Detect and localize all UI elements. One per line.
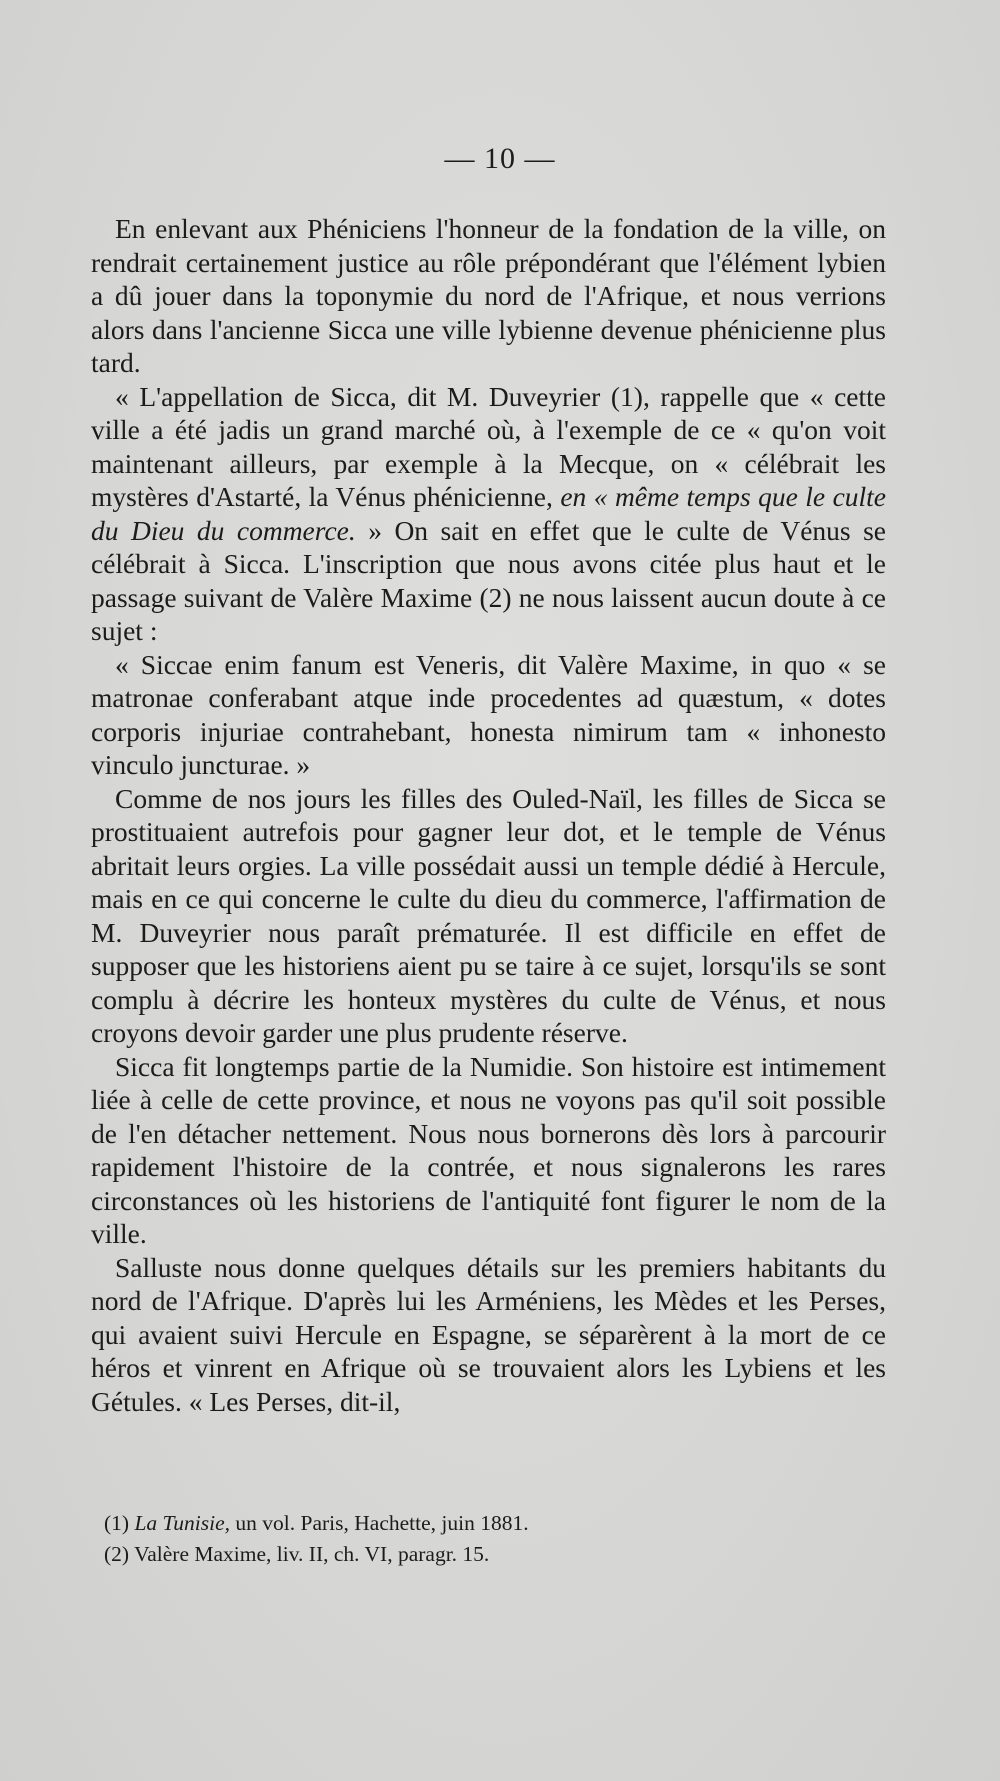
footnote-text: Valère Maxime, liv. II, ch. VI, paragr. 15.: [134, 1542, 490, 1566]
paragraph: Sicca fit longtemps partie de la Numidie. Son histoire est intimement liée à celle de cette province, et nous ne voyons pas qu'il soit possible de l'en détacher nettement. Nous nous bornerons dès lors à parcourir rapidement l'histoire de la contrée, et nous signalerons les rares circonstances où les historiens de l'antiquité font figurer le nom de la ville.: [91, 1050, 886, 1249]
quote-paragraph: [91, 380, 886, 648]
paragraph: Comme de nos jours les filles des Ouled-Naïl, les filles de Sicca se prostituaient autrefois pour gagner leur dot, et le temple de Vénus abritait leurs orgies. La ville possédait aussi un temple dédié à Hercule, mais en ce qui concerne le culte du dieu du commerce, l'affirmation de M. Duveyrier nous paraît prématurée. Il est difficile en effet de supposer que les historiens aient pu se taire à ce sujet, lorsqu'ils se sont complu à décrire les honteux mystères du culte de Vénus, et nous croyons devoir garder une plus prudente réserve.: [91, 782, 886, 1048]
footnote-1: [104, 1508, 864, 1539]
footnote-2: [104, 1539, 864, 1570]
footnotes: [104, 1508, 864, 1570]
latin-quote: « Siccae enim fanum est Veneris, dit Valère Maxime, in quo « se matronae conferabant atque inde procedentes ad quæstum, « dotes corporis injuriae contrahebant, honesta nimirum tam « inhonesto vinculo juncturae. »: [91, 648, 886, 780]
paragraph: Salluste nous donne quelques détails sur les premiers habitants du nord de l'Afrique. D'après lui les Arméniens, les Mèdes et les Perses, qui avaient suivi Hercule en Espagne, se séparèrent à la mort de ce héros et vinrent en Afrique où se trouvaient alors les Lybiens et les Gétules. « Les Perses, dit-il,: [91, 1251, 886, 1417]
paragraph-continuation: » On sait en effet que le culte de Vénus se célébrait à Sicca. L'inscription que nous avons citée plus haut et le passage suivant de Valère Maxime (2) ne nous laissent aucun doute à ce sujet :: [91, 514, 886, 646]
footnote-title: La Tunisie,: [134, 1511, 231, 1535]
footnote-mark: (2): [104, 1542, 130, 1566]
footnote-text: un vol. Paris, Hachette, juin 1881.: [235, 1511, 529, 1535]
footnote-mark: (1): [104, 1511, 130, 1535]
paragraph: En enlevant aux Phéniciens l'honneur de la fondation de la ville, on rendrait certainement justice au rôle prépondérant que l'élément lybien a dû jouer dans la toponymie du nord de l'Afrique, et nous verrions alors dans l'ancienne Sicca une ville lybienne devenue phénicienne plus tard.: [91, 213, 886, 378]
body-text: [91, 212, 886, 1418]
quote-text: « L'appellation de Sicca, dit M. Duveyrier (1), rappelle que « cette ville a été jadis un grand marché où, à l'exemple de ce « qu'on voit maintenant ailleurs, par exemple à la Mecque, on « célébrait les mystères d'Astarté, la Vénus phénicienne,: [91, 380, 886, 512]
italic-quote-text: en « même temps que le culte du Dieu du commerce.: [91, 481, 887, 546]
page-number: — 10 —: [444, 142, 556, 175]
